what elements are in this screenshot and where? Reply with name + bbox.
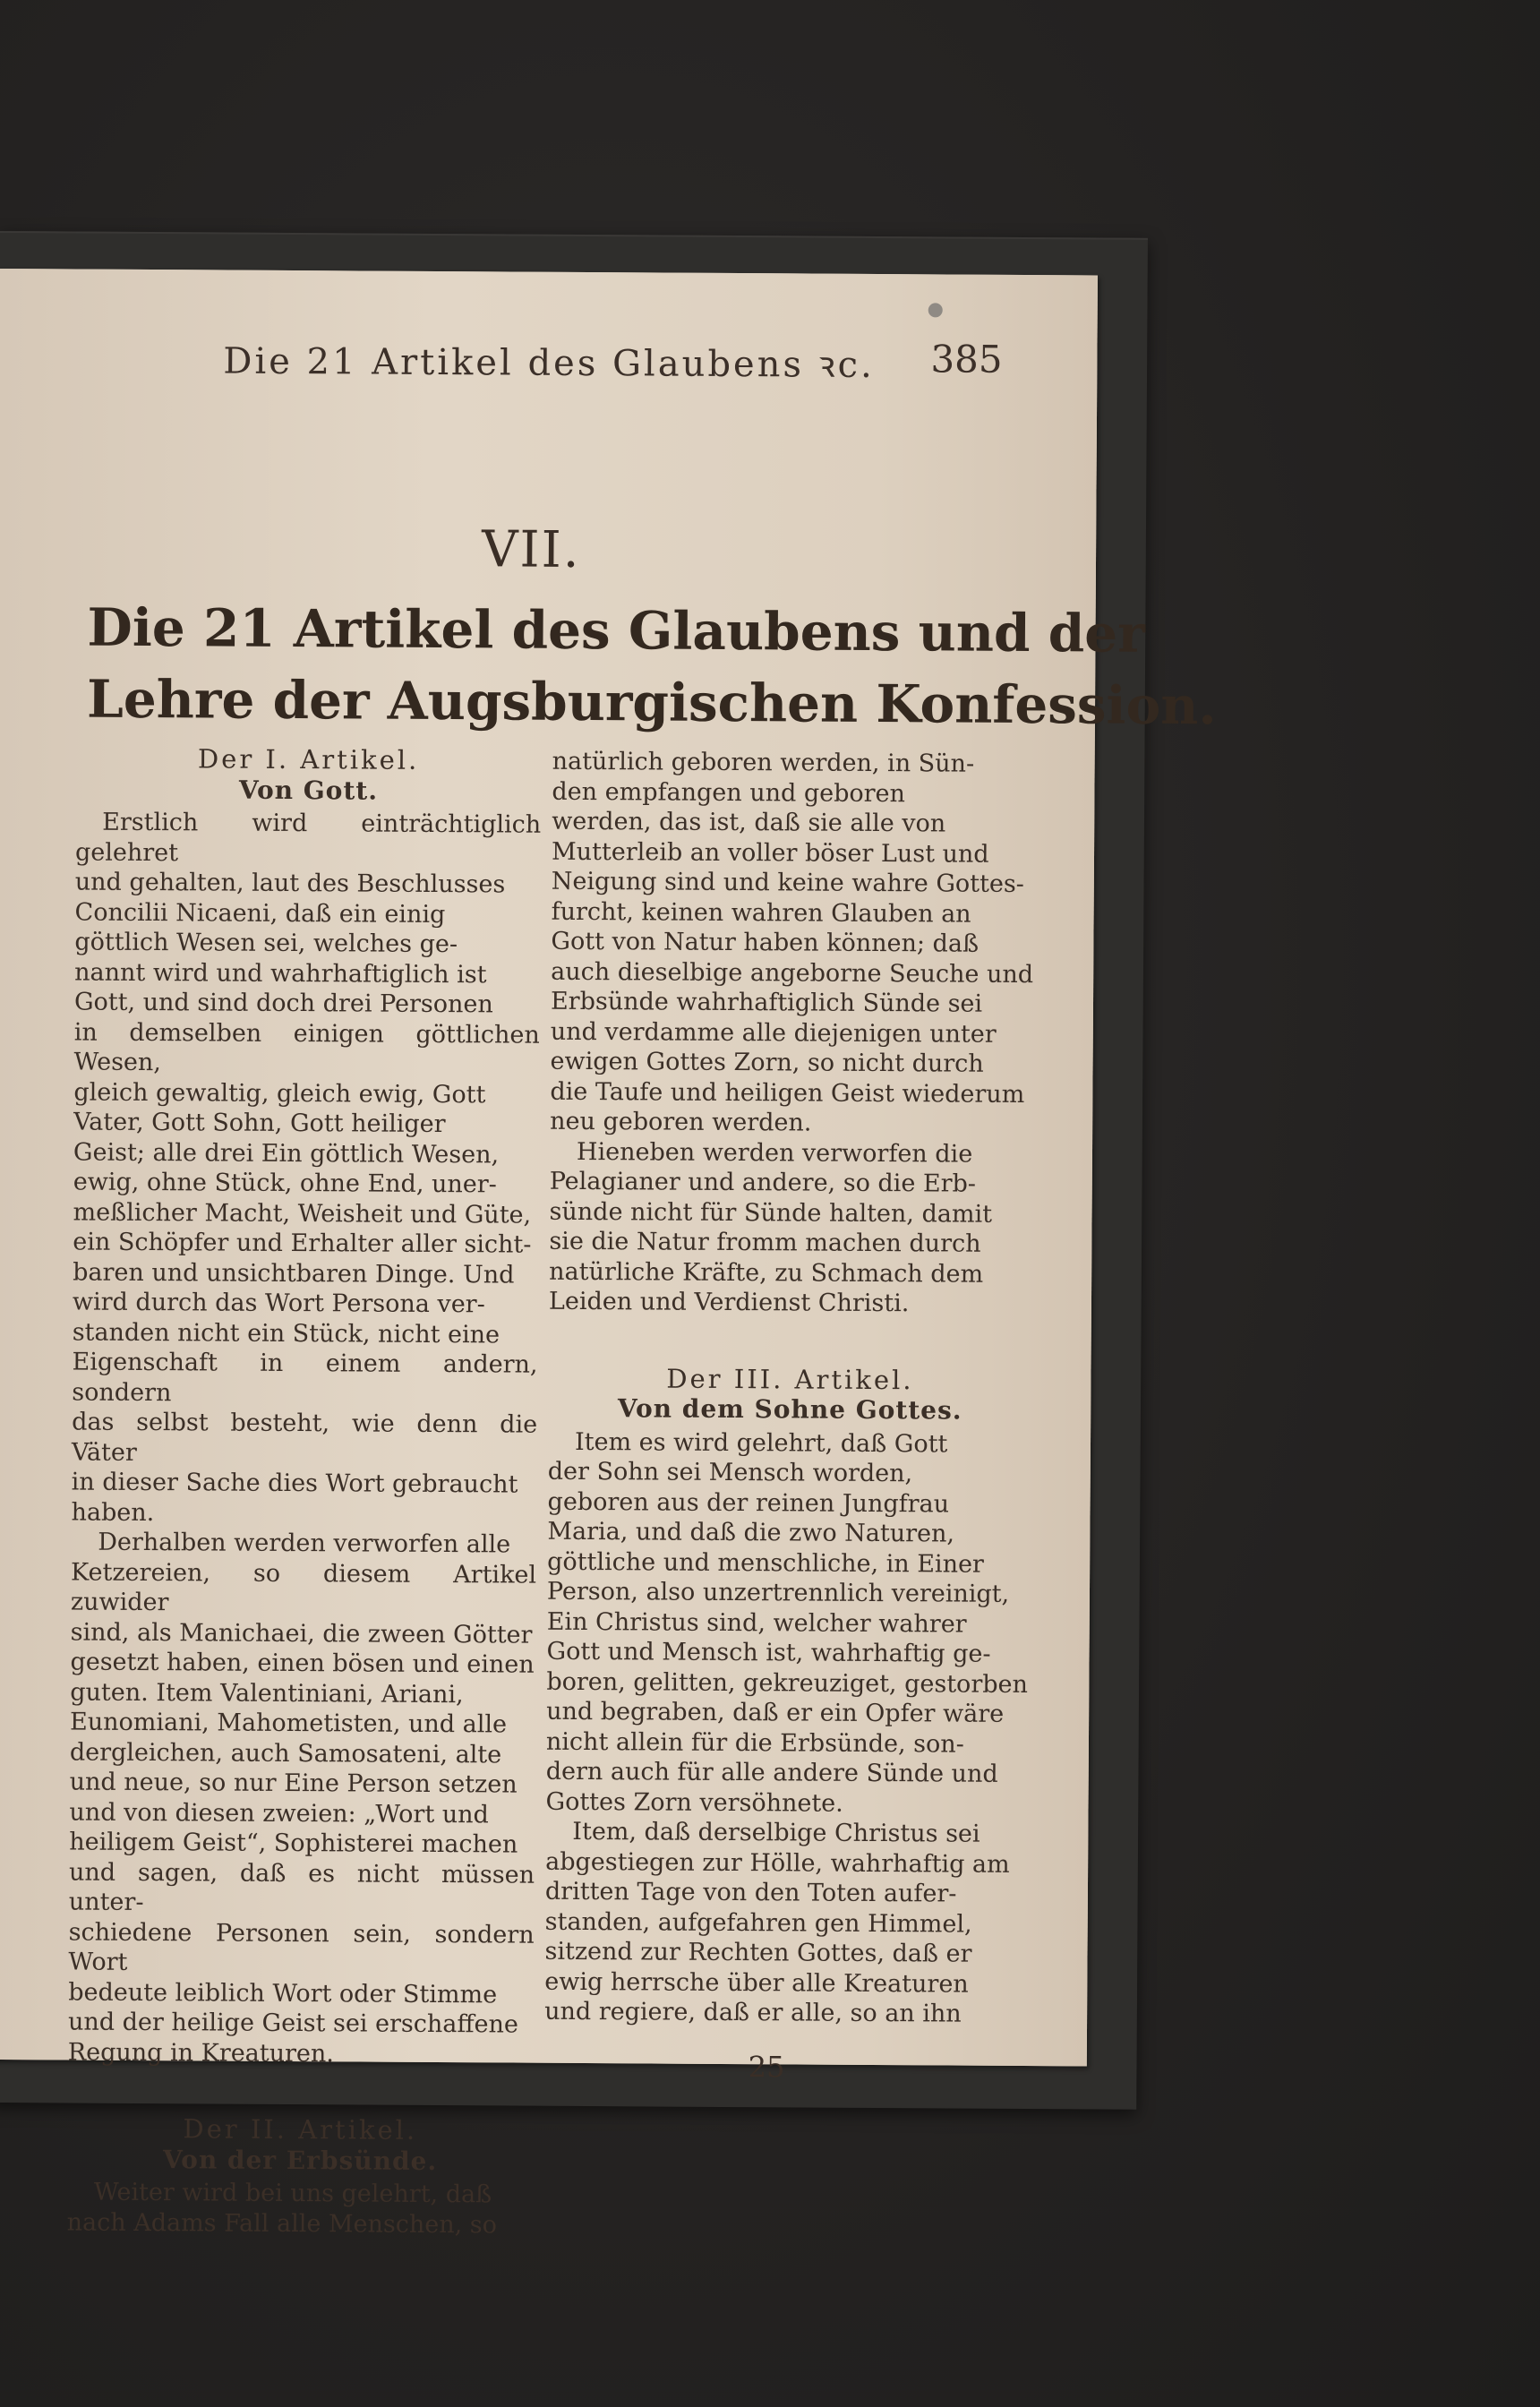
article-3-heading: Der III. Artikel. xyxy=(666,1363,914,1395)
article-2-paragraph-1-continued: natürlich geboren werden, in Sün- den empfangen und geboren werden, das ist, daß sie alle von Mutterleib an voller böser Lust und Neigung sind und keine wahre Gottes- furcht, keinen wahren Glauben an Gott von Natur haben können; daß auch dieselbige angeborne Seuche und Erbsünde wahrhaftiglich Sünde sei und verdamme alle diejenigen unter ewigen Gottes Zorn, so nicht durch die Taufe und heiligen Geist wiederum neu geboren werden. xyxy=(550,747,1034,1137)
book-page xyxy=(0,269,1217,2239)
section-gap xyxy=(67,2068,533,2117)
chapter-title-line-2: Lehre der Augsburgischen Konfession. xyxy=(86,668,1217,737)
chapter-number: VII. xyxy=(481,520,581,579)
article-2-heading: Der II. Artikel. xyxy=(183,2113,418,2146)
article-1-heading: Der I. Artikel. xyxy=(197,743,420,775)
article-3-paragraph-2: Item, daß derselbige Christus sei abgestiegen zur Hölle, wahrhaftig am dritten Tage von den Toten aufer- standen, aufgefahren gen Himmel, sitzend zur Rechten Gottes, daß er ewig herrsche über alle Kreaturen und regiere, daß er alle, so an ihn xyxy=(544,1817,1010,2028)
chapter-title xyxy=(86,592,1217,741)
running-header: Die 21 Artikel des Glaubens ꝛc. xyxy=(223,340,875,386)
page-spot xyxy=(928,303,943,317)
page-number: 385 xyxy=(930,337,1003,381)
right-column xyxy=(544,747,1036,2030)
article-2-paragraph-2: Hieneben werden verworfen die Pelagianer und andere, so die Erb- sünde nicht für Sünde halten, damit sie die Natur fromm machen durch natürliche Kräfte, zu Schmach dem Leiden und Verdienst Christi. xyxy=(548,1137,993,1318)
section-gap xyxy=(549,1316,1032,1366)
article-1-paragraph-1: Erstlich wird einträchtiglich gelehret und gehalten, laut des Beschlusses Concilii Nicaeni, daß ein einig göttlich Wesen sei, welches ge- nannt wird und wahrhaftiglich ist Gott, und sind doch drei Personen in demselben einigen göttlichen Wesen, gleich gewaltig, gleich ewig, Gott Vater, Gott Sohn, Gott heiliger Geist; alle drei Ein göttlich Wesen, ewig, ohne Stück, ohne End, uner- meßlicher Macht, Weisheit und Güte, ein Schöpfer und Erhalter aller sicht- baren und unsichtbaren Dinge. Und wird durch das Wort Persona ver- standen nicht ein Stück, nicht eine Eigenschaft in einem andern, sondern das selbst besteht, wie denn die Väter in dieser Sache dies Wort gebraucht haben. xyxy=(71,808,542,1527)
left-column xyxy=(67,744,542,2240)
signature-mark: 25 xyxy=(748,2050,785,2085)
chapter-title-line-1: Die 21 Artikel des Glaubens und der xyxy=(87,596,1145,664)
article-1-subheading: Von Gott. xyxy=(238,775,379,806)
article-2-subheading: Von der Erbsünde. xyxy=(162,2144,438,2176)
article-1-paragraph-2: Derhalben werden verworfen alle Ketzereien, so diesem Artikel zuwider sind, als Manichaei, die zween Götter gesetzt haben, einen bösen und einen guten. Item Valentiniani, Ariani, Eunomiani, Mahometisten, und alle dergleichen, auch Samosateni, alte und neue, so nur Eine Person setzen und von diesen zweien: „Wort und heiligem Geist“, Sophisterei machen und sagen, daß es nicht müssen unter- schiedene Personen sein, sondern Wort bedeute leiblich Wort oder Stimme und der heilige Geist sei erschaffene Regung in Kreaturen. xyxy=(67,1528,537,2068)
article-2-paragraph-1: Weiter wird bei uns gelehrt, daß nach Adams Fall alle Menschen, so xyxy=(66,2178,498,2239)
article-3-subheading: Von dem Sohne Gottes. xyxy=(617,1393,962,1426)
article-3-paragraph-1: Item es wird gelehrt, daß Gott der Sohn sei Mensch worden, geboren aus der reinen Jungfrau Maria, und daß die zwo Naturen, göttliche und menschliche, in Einer Person, also unzertrennlich vereinigt, Ein Christus sind, welcher wahrer Gott und Mensch ist, wahrhaftig ge- boren, gelitten, gekreuziget, gestorben und begraben, daß er ein Opfer wäre nicht allein für die Erbsünde, son- dern auch für alle andere Sünde und Gottes Zorn versöhnete. xyxy=(545,1427,1029,1818)
